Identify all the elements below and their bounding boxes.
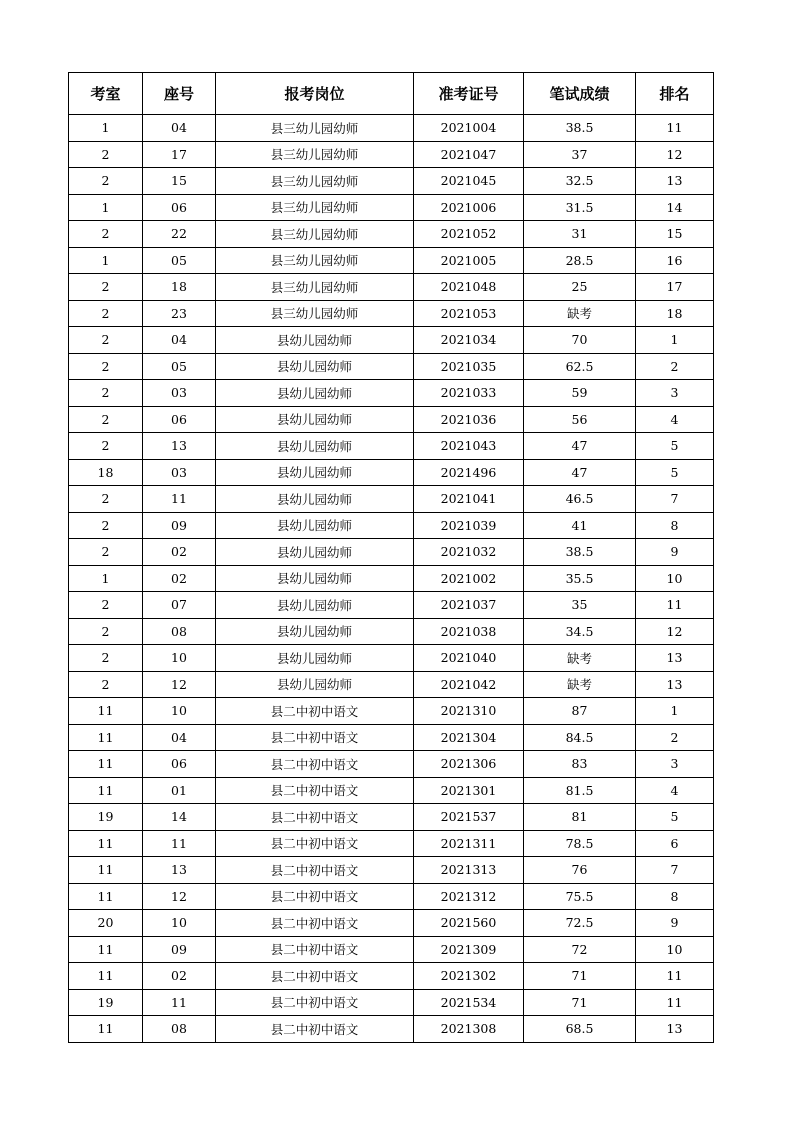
cell-admission-number: 2021048 bbox=[414, 274, 524, 301]
cell-exam-room: 1 bbox=[69, 194, 143, 221]
cell-rank: 13 bbox=[636, 1016, 714, 1043]
cell-written-score: 56 bbox=[524, 406, 636, 433]
cell-position: 县幼儿园幼师 bbox=[216, 406, 414, 433]
table-row bbox=[69, 512, 714, 539]
cell-written-score: 25 bbox=[524, 274, 636, 301]
cell-exam-room: 1 bbox=[69, 565, 143, 592]
score-table-body bbox=[69, 115, 714, 1043]
cell-position: 县三幼儿园幼师 bbox=[216, 221, 414, 248]
cell-rank: 3 bbox=[636, 751, 714, 778]
cell-position: 县幼儿园幼师 bbox=[216, 353, 414, 380]
cell-seat-number: 13 bbox=[143, 857, 216, 884]
cell-seat-number: 04 bbox=[143, 327, 216, 354]
cell-rank: 6 bbox=[636, 830, 714, 857]
cell-exam-room: 11 bbox=[69, 724, 143, 751]
cell-rank: 5 bbox=[636, 459, 714, 486]
cell-seat-number: 03 bbox=[143, 459, 216, 486]
cell-position: 县二中初中语文 bbox=[216, 989, 414, 1016]
cell-written-score: 31 bbox=[524, 221, 636, 248]
cell-rank: 3 bbox=[636, 380, 714, 407]
cell-exam-room: 2 bbox=[69, 406, 143, 433]
table-row bbox=[69, 671, 714, 698]
table-row bbox=[69, 486, 714, 513]
cell-written-score: 缺考 bbox=[524, 645, 636, 672]
cell-exam-room: 2 bbox=[69, 274, 143, 301]
cell-rank: 7 bbox=[636, 486, 714, 513]
cell-seat-number: 08 bbox=[143, 1016, 216, 1043]
cell-exam-room: 2 bbox=[69, 512, 143, 539]
cell-written-score: 37 bbox=[524, 141, 636, 168]
table-row bbox=[69, 539, 714, 566]
cell-admission-number: 2021034 bbox=[414, 327, 524, 354]
cell-seat-number: 12 bbox=[143, 671, 216, 698]
cell-exam-room: 2 bbox=[69, 645, 143, 672]
cell-written-score: 62.5 bbox=[524, 353, 636, 380]
cell-rank: 11 bbox=[636, 592, 714, 619]
cell-written-score: 38.5 bbox=[524, 115, 636, 142]
cell-rank: 16 bbox=[636, 247, 714, 274]
table-row bbox=[69, 327, 714, 354]
table-row bbox=[69, 857, 714, 884]
cell-written-score: 71 bbox=[524, 989, 636, 1016]
cell-admission-number: 2021035 bbox=[414, 353, 524, 380]
table-row bbox=[69, 1016, 714, 1043]
table-row bbox=[69, 433, 714, 460]
table-row bbox=[69, 592, 714, 619]
cell-exam-room: 1 bbox=[69, 115, 143, 142]
cell-admission-number: 2021040 bbox=[414, 645, 524, 672]
cell-admission-number: 2021560 bbox=[414, 910, 524, 937]
cell-rank: 11 bbox=[636, 963, 714, 990]
cell-rank: 12 bbox=[636, 141, 714, 168]
cell-seat-number: 15 bbox=[143, 168, 216, 195]
cell-exam-room: 2 bbox=[69, 618, 143, 645]
header-position: 报考岗位 bbox=[216, 73, 414, 115]
cell-admission-number: 2021039 bbox=[414, 512, 524, 539]
cell-admission-number: 2021053 bbox=[414, 300, 524, 327]
cell-position: 县二中初中语文 bbox=[216, 751, 414, 778]
cell-exam-room: 19 bbox=[69, 804, 143, 831]
cell-admission-number: 2021309 bbox=[414, 936, 524, 963]
cell-exam-room: 2 bbox=[69, 592, 143, 619]
table-row bbox=[69, 115, 714, 142]
cell-exam-room: 2 bbox=[69, 353, 143, 380]
cell-exam-room: 11 bbox=[69, 857, 143, 884]
table-row bbox=[69, 459, 714, 486]
cell-exam-room: 2 bbox=[69, 327, 143, 354]
cell-position: 县二中初中语文 bbox=[216, 963, 414, 990]
cell-admission-number: 2021042 bbox=[414, 671, 524, 698]
cell-rank: 13 bbox=[636, 645, 714, 672]
table-row bbox=[69, 141, 714, 168]
cell-exam-room: 2 bbox=[69, 300, 143, 327]
cell-written-score: 71 bbox=[524, 963, 636, 990]
cell-rank: 13 bbox=[636, 168, 714, 195]
cell-admission-number: 2021045 bbox=[414, 168, 524, 195]
cell-written-score: 47 bbox=[524, 433, 636, 460]
cell-admission-number: 2021312 bbox=[414, 883, 524, 910]
header-exam-room: 考室 bbox=[69, 73, 143, 115]
table-row bbox=[69, 353, 714, 380]
cell-admission-number: 2021313 bbox=[414, 857, 524, 884]
table-row bbox=[69, 751, 714, 778]
cell-rank: 5 bbox=[636, 804, 714, 831]
cell-position: 县幼儿园幼师 bbox=[216, 512, 414, 539]
cell-admission-number: 2021496 bbox=[414, 459, 524, 486]
table-row bbox=[69, 777, 714, 804]
cell-position: 县二中初中语文 bbox=[216, 777, 414, 804]
cell-position: 县三幼儿园幼师 bbox=[216, 168, 414, 195]
cell-exam-room: 18 bbox=[69, 459, 143, 486]
cell-written-score: 32.5 bbox=[524, 168, 636, 195]
cell-rank: 18 bbox=[636, 300, 714, 327]
cell-seat-number: 11 bbox=[143, 830, 216, 857]
cell-admission-number: 2021041 bbox=[414, 486, 524, 513]
cell-written-score: 83 bbox=[524, 751, 636, 778]
cell-admission-number: 2021310 bbox=[414, 698, 524, 725]
cell-seat-number: 10 bbox=[143, 698, 216, 725]
cell-written-score: 46.5 bbox=[524, 486, 636, 513]
cell-seat-number: 10 bbox=[143, 910, 216, 937]
cell-rank: 7 bbox=[636, 857, 714, 884]
cell-position: 县二中初中语文 bbox=[216, 724, 414, 751]
cell-rank: 4 bbox=[636, 406, 714, 433]
cell-position: 县幼儿园幼师 bbox=[216, 565, 414, 592]
cell-written-score: 87 bbox=[524, 698, 636, 725]
cell-admission-number: 2021005 bbox=[414, 247, 524, 274]
cell-written-score: 38.5 bbox=[524, 539, 636, 566]
cell-position: 县二中初中语文 bbox=[216, 804, 414, 831]
cell-seat-number: 06 bbox=[143, 751, 216, 778]
cell-written-score: 75.5 bbox=[524, 883, 636, 910]
cell-seat-number: 05 bbox=[143, 247, 216, 274]
cell-rank: 14 bbox=[636, 194, 714, 221]
cell-written-score: 84.5 bbox=[524, 724, 636, 751]
cell-rank: 1 bbox=[636, 327, 714, 354]
cell-written-score: 81 bbox=[524, 804, 636, 831]
cell-written-score: 72.5 bbox=[524, 910, 636, 937]
cell-rank: 17 bbox=[636, 274, 714, 301]
table-row bbox=[69, 883, 714, 910]
cell-exam-room: 2 bbox=[69, 380, 143, 407]
table-row bbox=[69, 247, 714, 274]
table-row bbox=[69, 300, 714, 327]
cell-written-score: 72 bbox=[524, 936, 636, 963]
cell-exam-room: 2 bbox=[69, 539, 143, 566]
table-row bbox=[69, 645, 714, 672]
cell-written-score: 缺考 bbox=[524, 671, 636, 698]
table-row bbox=[69, 936, 714, 963]
cell-seat-number: 09 bbox=[143, 512, 216, 539]
cell-seat-number: 09 bbox=[143, 936, 216, 963]
cell-admission-number: 2021306 bbox=[414, 751, 524, 778]
cell-admission-number: 2021304 bbox=[414, 724, 524, 751]
cell-seat-number: 22 bbox=[143, 221, 216, 248]
table-row bbox=[69, 274, 714, 301]
cell-position: 县二中初中语文 bbox=[216, 936, 414, 963]
score-sheet bbox=[68, 72, 713, 1043]
cell-rank: 13 bbox=[636, 671, 714, 698]
cell-rank: 8 bbox=[636, 512, 714, 539]
cell-admission-number: 2021036 bbox=[414, 406, 524, 433]
cell-seat-number: 04 bbox=[143, 115, 216, 142]
cell-admission-number: 2021301 bbox=[414, 777, 524, 804]
cell-exam-room: 19 bbox=[69, 989, 143, 1016]
cell-position: 县幼儿园幼师 bbox=[216, 539, 414, 566]
cell-rank: 1 bbox=[636, 698, 714, 725]
cell-position: 县幼儿园幼师 bbox=[216, 618, 414, 645]
cell-written-score: 34.5 bbox=[524, 618, 636, 645]
table-row bbox=[69, 963, 714, 990]
cell-written-score: 35.5 bbox=[524, 565, 636, 592]
cell-rank: 2 bbox=[636, 353, 714, 380]
cell-rank: 10 bbox=[636, 565, 714, 592]
cell-exam-room: 11 bbox=[69, 698, 143, 725]
cell-admission-number: 2021308 bbox=[414, 1016, 524, 1043]
cell-seat-number: 02 bbox=[143, 963, 216, 990]
cell-written-score: 41 bbox=[524, 512, 636, 539]
cell-rank: 2 bbox=[636, 724, 714, 751]
cell-position: 县幼儿园幼师 bbox=[216, 645, 414, 672]
cell-position: 县幼儿园幼师 bbox=[216, 671, 414, 698]
cell-written-score: 28.5 bbox=[524, 247, 636, 274]
cell-position: 县三幼儿园幼师 bbox=[216, 115, 414, 142]
cell-position: 县二中初中语文 bbox=[216, 883, 414, 910]
cell-admission-number: 2021037 bbox=[414, 592, 524, 619]
cell-admission-number: 2021052 bbox=[414, 221, 524, 248]
cell-position: 县三幼儿园幼师 bbox=[216, 247, 414, 274]
cell-rank: 11 bbox=[636, 989, 714, 1016]
cell-admission-number: 2021047 bbox=[414, 141, 524, 168]
header-rank: 排名 bbox=[636, 73, 714, 115]
cell-admission-number: 2021043 bbox=[414, 433, 524, 460]
cell-seat-number: 14 bbox=[143, 804, 216, 831]
cell-seat-number: 12 bbox=[143, 883, 216, 910]
cell-seat-number: 05 bbox=[143, 353, 216, 380]
cell-written-score: 70 bbox=[524, 327, 636, 354]
table-row bbox=[69, 830, 714, 857]
cell-admission-number: 2021302 bbox=[414, 963, 524, 990]
table-row bbox=[69, 168, 714, 195]
table-row bbox=[69, 989, 714, 1016]
table-row bbox=[69, 724, 714, 751]
score-table bbox=[68, 72, 714, 1043]
cell-position: 县幼儿园幼师 bbox=[216, 459, 414, 486]
cell-written-score: 47 bbox=[524, 459, 636, 486]
cell-exam-room: 11 bbox=[69, 883, 143, 910]
cell-position: 县二中初中语文 bbox=[216, 910, 414, 937]
cell-seat-number: 10 bbox=[143, 645, 216, 672]
cell-exam-room: 2 bbox=[69, 486, 143, 513]
cell-seat-number: 23 bbox=[143, 300, 216, 327]
cell-position: 县幼儿园幼师 bbox=[216, 433, 414, 460]
cell-position: 县三幼儿园幼师 bbox=[216, 194, 414, 221]
cell-seat-number: 17 bbox=[143, 141, 216, 168]
cell-position: 县二中初中语文 bbox=[216, 830, 414, 857]
cell-admission-number: 2021032 bbox=[414, 539, 524, 566]
header-row bbox=[69, 73, 714, 115]
cell-seat-number: 11 bbox=[143, 486, 216, 513]
cell-seat-number: 13 bbox=[143, 433, 216, 460]
cell-exam-room: 2 bbox=[69, 221, 143, 248]
cell-exam-room: 2 bbox=[69, 433, 143, 460]
cell-exam-room: 11 bbox=[69, 1016, 143, 1043]
cell-position: 县幼儿园幼师 bbox=[216, 592, 414, 619]
table-row bbox=[69, 565, 714, 592]
cell-written-score: 78.5 bbox=[524, 830, 636, 857]
cell-rank: 4 bbox=[636, 777, 714, 804]
cell-rank: 12 bbox=[636, 618, 714, 645]
table-row bbox=[69, 221, 714, 248]
cell-exam-room: 11 bbox=[69, 751, 143, 778]
cell-seat-number: 01 bbox=[143, 777, 216, 804]
cell-admission-number: 2021033 bbox=[414, 380, 524, 407]
cell-position: 县二中初中语文 bbox=[216, 698, 414, 725]
cell-written-score: 59 bbox=[524, 380, 636, 407]
cell-admission-number: 2021038 bbox=[414, 618, 524, 645]
header-seat-number: 座号 bbox=[143, 73, 216, 115]
cell-exam-room: 11 bbox=[69, 777, 143, 804]
table-row bbox=[69, 698, 714, 725]
cell-admission-number: 2021006 bbox=[414, 194, 524, 221]
cell-written-score: 76 bbox=[524, 857, 636, 884]
cell-seat-number: 07 bbox=[143, 592, 216, 619]
cell-exam-room: 2 bbox=[69, 671, 143, 698]
cell-position: 县幼儿园幼师 bbox=[216, 380, 414, 407]
header-admission-number: 准考证号 bbox=[414, 73, 524, 115]
table-row bbox=[69, 380, 714, 407]
cell-exam-room: 1 bbox=[69, 247, 143, 274]
cell-position: 县二中初中语文 bbox=[216, 1016, 414, 1043]
cell-position: 县幼儿园幼师 bbox=[216, 486, 414, 513]
cell-written-score: 68.5 bbox=[524, 1016, 636, 1043]
cell-written-score: 31.5 bbox=[524, 194, 636, 221]
cell-rank: 8 bbox=[636, 883, 714, 910]
cell-seat-number: 04 bbox=[143, 724, 216, 751]
table-row bbox=[69, 804, 714, 831]
cell-exam-room: 11 bbox=[69, 963, 143, 990]
cell-exam-room: 2 bbox=[69, 141, 143, 168]
table-row bbox=[69, 618, 714, 645]
table-row bbox=[69, 910, 714, 937]
cell-rank: 9 bbox=[636, 539, 714, 566]
cell-rank: 10 bbox=[636, 936, 714, 963]
cell-rank: 5 bbox=[636, 433, 714, 460]
cell-admission-number: 2021004 bbox=[414, 115, 524, 142]
cell-seat-number: 11 bbox=[143, 989, 216, 1016]
cell-position: 县幼儿园幼师 bbox=[216, 327, 414, 354]
cell-position: 县三幼儿园幼师 bbox=[216, 274, 414, 301]
cell-exam-room: 20 bbox=[69, 910, 143, 937]
cell-written-score: 35 bbox=[524, 592, 636, 619]
cell-exam-room: 2 bbox=[69, 168, 143, 195]
cell-rank: 15 bbox=[636, 221, 714, 248]
cell-rank: 11 bbox=[636, 115, 714, 142]
cell-admission-number: 2021534 bbox=[414, 989, 524, 1016]
cell-seat-number: 06 bbox=[143, 406, 216, 433]
cell-rank: 9 bbox=[636, 910, 714, 937]
cell-exam-room: 11 bbox=[69, 936, 143, 963]
cell-seat-number: 06 bbox=[143, 194, 216, 221]
cell-exam-room: 11 bbox=[69, 830, 143, 857]
cell-written-score: 81.5 bbox=[524, 777, 636, 804]
table-row bbox=[69, 406, 714, 433]
header-written-score: 笔试成绩 bbox=[524, 73, 636, 115]
cell-position: 县三幼儿园幼师 bbox=[216, 141, 414, 168]
cell-admission-number: 2021537 bbox=[414, 804, 524, 831]
cell-written-score: 缺考 bbox=[524, 300, 636, 327]
cell-seat-number: 03 bbox=[143, 380, 216, 407]
cell-seat-number: 18 bbox=[143, 274, 216, 301]
cell-position: 县三幼儿园幼师 bbox=[216, 300, 414, 327]
table-row bbox=[69, 194, 714, 221]
cell-seat-number: 02 bbox=[143, 539, 216, 566]
cell-admission-number: 2021002 bbox=[414, 565, 524, 592]
cell-seat-number: 08 bbox=[143, 618, 216, 645]
cell-admission-number: 2021311 bbox=[414, 830, 524, 857]
cell-position: 县二中初中语文 bbox=[216, 857, 414, 884]
cell-seat-number: 02 bbox=[143, 565, 216, 592]
